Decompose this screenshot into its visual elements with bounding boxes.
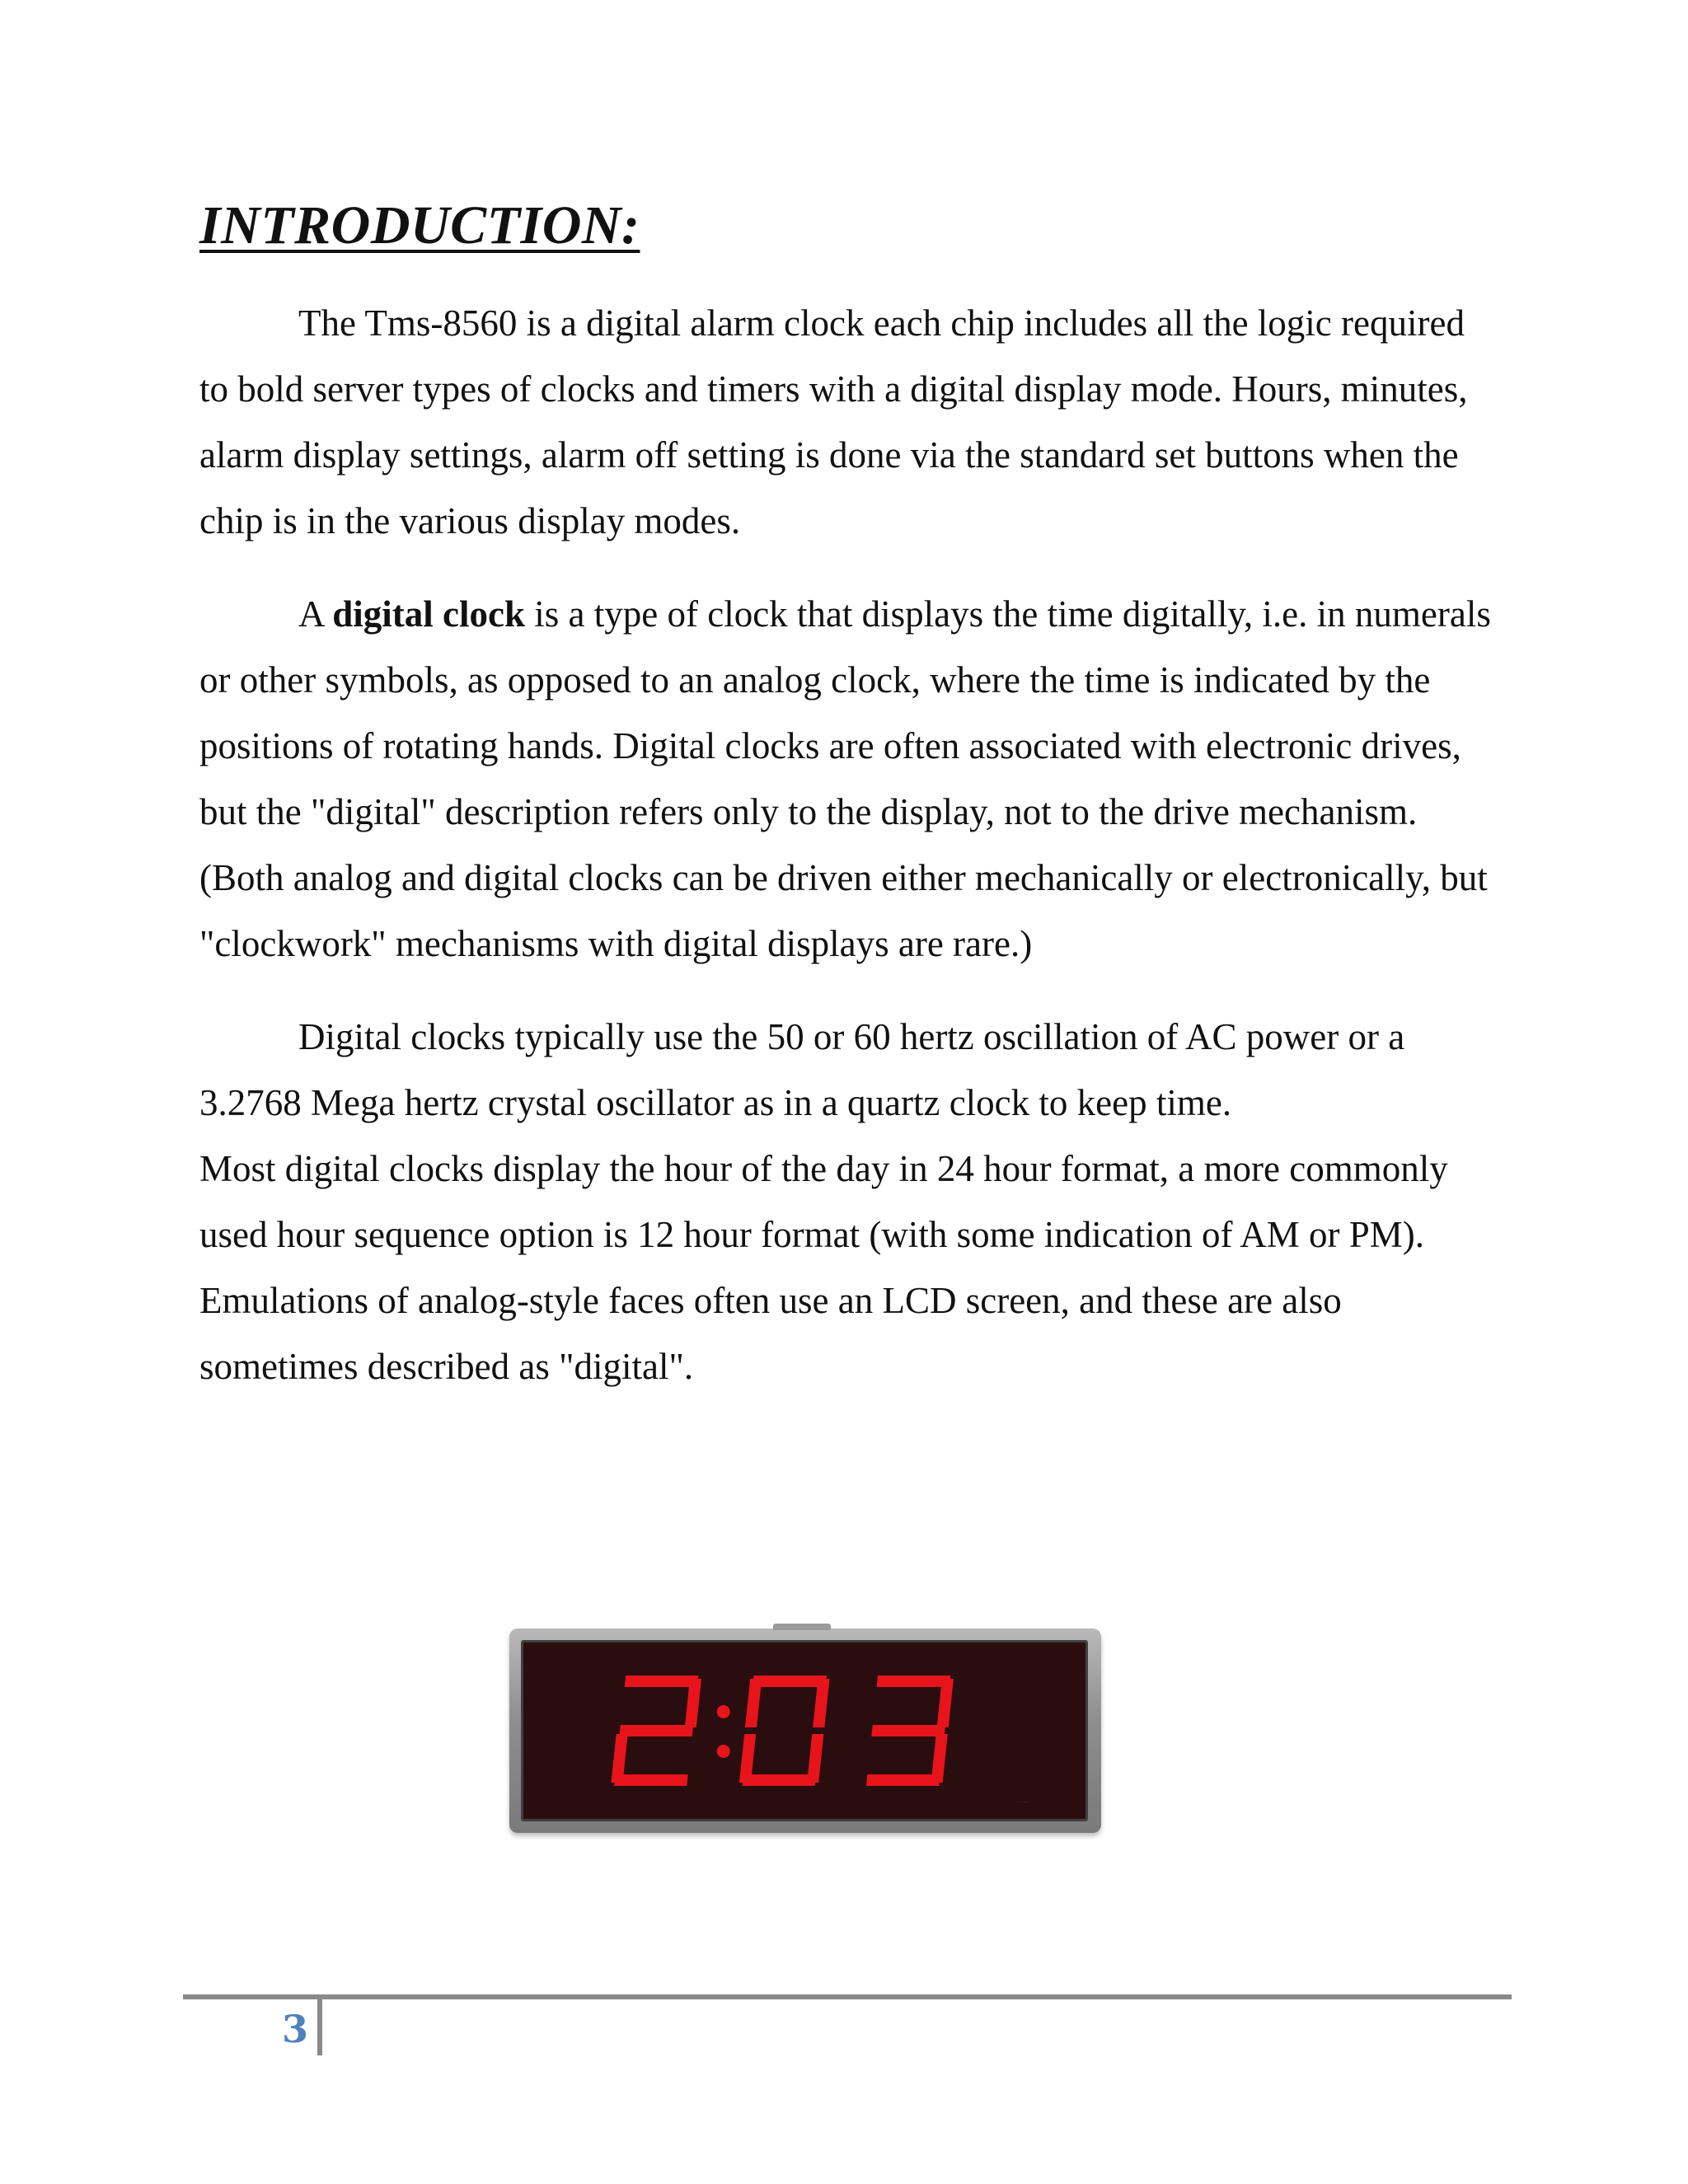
clock-colon-dot [717, 1745, 730, 1758]
clock-digit-1 [611, 1675, 701, 1786]
segment-f [745, 1679, 762, 1727]
clock-digits [611, 1675, 954, 1786]
paragraph-body: is a type of clock that displays the time digitally, i.e. in numerals or other symbols, as opposed to an analog clock, where the time is indicated by the positions of rotating hands. Digital clocks are often associated with electronic drives, but the "digital" description refers only to the display, not to the drive mechanism. (Both analog and digital clocks can be driven either mechanically or electronically, but "clockwork" mechanisms with digital displays are rare.) [199, 593, 1491, 964]
clock-display-screen [521, 1640, 1088, 1821]
segment-d [614, 1774, 688, 1786]
clock-digit-2 [738, 1675, 829, 1786]
clock-digit-3 [866, 1675, 954, 1786]
page-number: 3 [281, 2007, 308, 2051]
paragraph-digital-clock-definition [199, 581, 1502, 977]
clock-frame-tab [773, 1624, 831, 1630]
segment-g [619, 1725, 693, 1736]
segment-d [866, 1774, 940, 1786]
footer-rule [183, 1994, 1512, 1999]
paragraph-lead: A [298, 593, 333, 635]
segment-a [625, 1675, 699, 1687]
segment-a [753, 1675, 827, 1687]
paragraph-intro: The Tms-8560 is a digital alarm clock each chip includes all the logic required to bold server types of clocks and timers with a digital display mode. Hours, minutes, alarm display settings, alarm off setting is done via the standard set buttons when the chip is in the various display modes. [199, 302, 1468, 541]
segment-d [742, 1774, 816, 1786]
clock-brand-mark: ····· [1015, 1797, 1029, 1806]
body-text [199, 290, 1502, 1427]
bold-term-digital-clock: digital clock [332, 593, 526, 635]
page-heading: INTRODUCTION: [199, 195, 640, 255]
footer-divider [317, 1999, 322, 2055]
digital-clock-image [509, 1629, 1101, 1833]
segment-g [871, 1725, 945, 1736]
paragraph-oscillation: Digital clocks typically use the 50 or 60 hertz oscillation of AC power or a 3.2768 Mega hertz crystal oscillator as in a quartz clock to keep time. [199, 1016, 1405, 1123]
segment-a [877, 1675, 951, 1687]
clock-digits-graphic [523, 1643, 1085, 1819]
paragraph-hour-format: Most digital clocks display the hour of the day in 24 hour format, a more commonly used hour sequence option is 12 hour format (with some indication of AM or PM). Emulations of analog-style faces often use an LCD screen, and these are also sometimes described as "digital". [199, 1148, 1448, 1387]
clock-colon-dot [717, 1705, 730, 1718]
